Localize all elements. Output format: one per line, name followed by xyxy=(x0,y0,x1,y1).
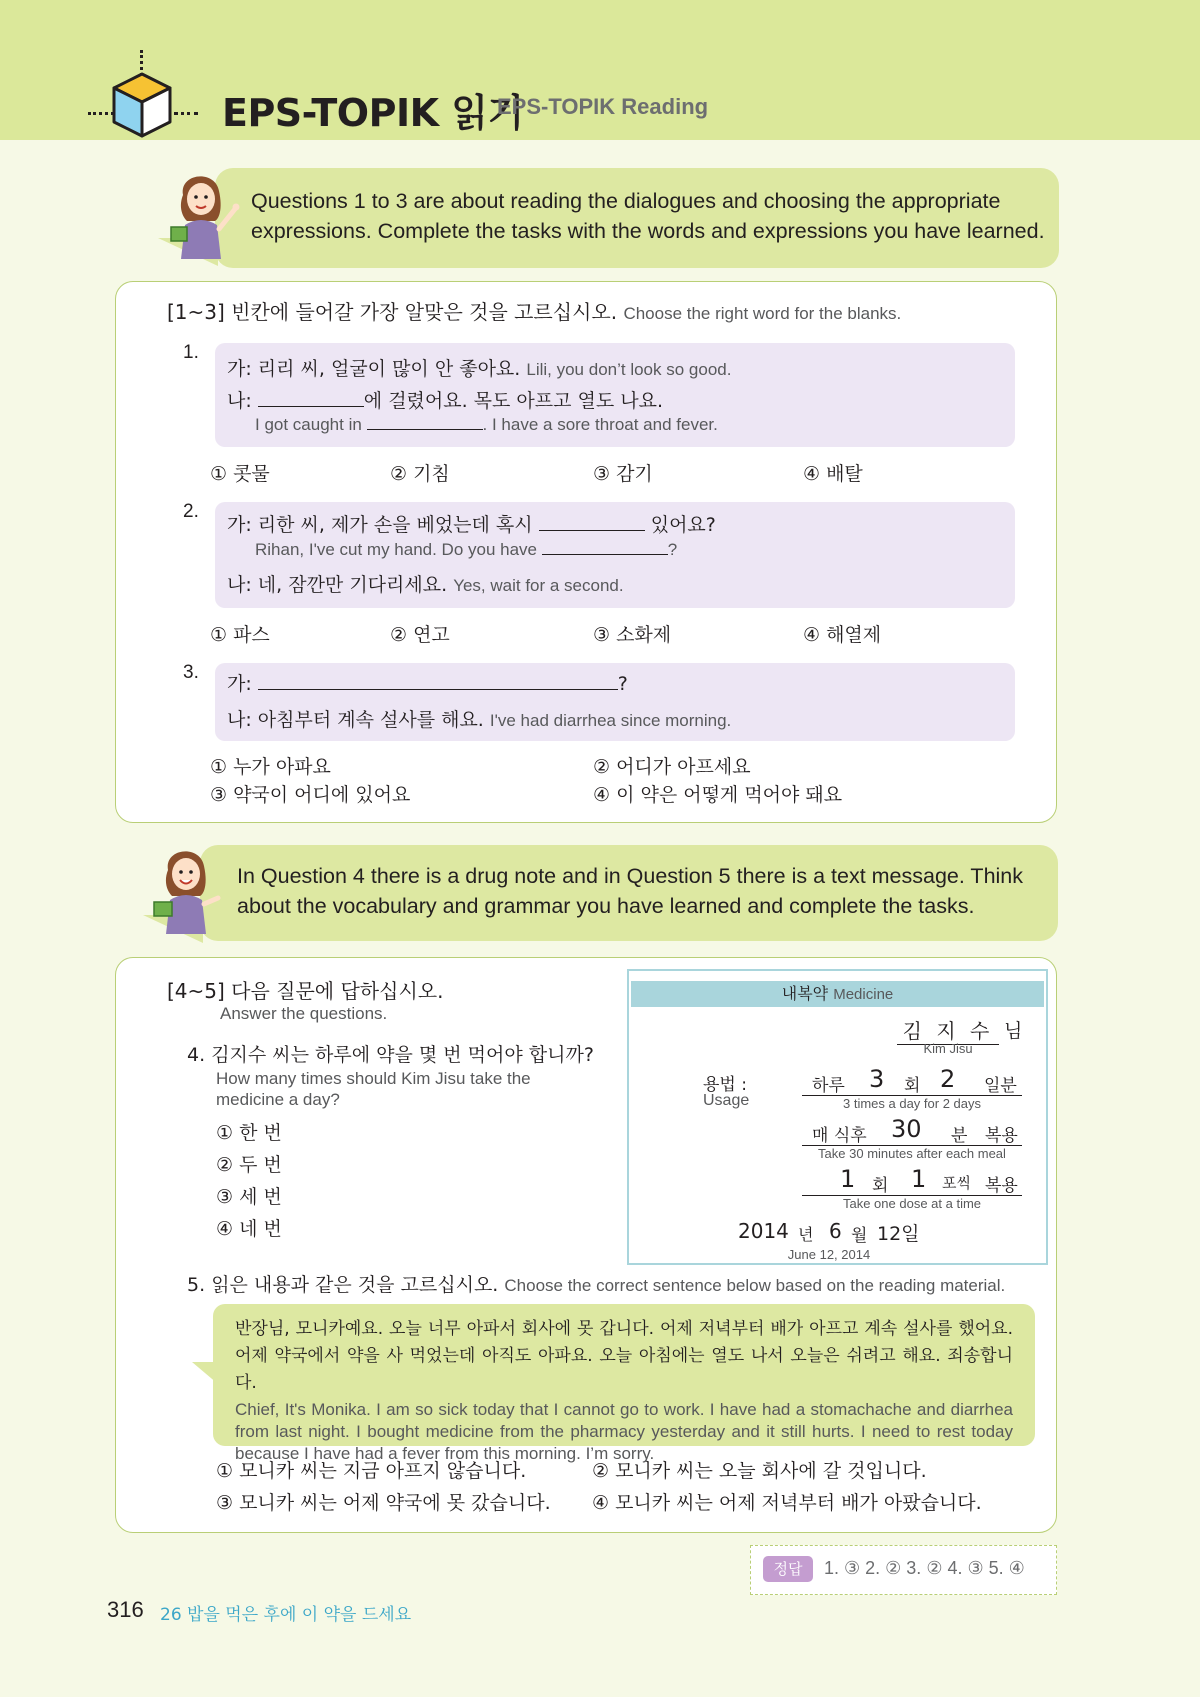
patient-suffix: 님 xyxy=(1004,1020,1023,1042)
dose-count: 1 xyxy=(840,1165,856,1193)
dialogue-line-en: I've had diarrhea since morning. xyxy=(489,711,732,730)
message-ko: 반장님, 모니카예요. 오늘 너무 아파서 회사에 못 갑니다. 어제 저녁부터 배가 아프고 계속 설사를 했어요. 어제 약국에서 약을 사 먹었는데 아직도 아파요. 오늘 아침에는 열도 나서 오늘은 쉬려고 해요. 죄송합니다. xyxy=(235,1319,1013,1393)
option-1[interactable]: ① 모니카 씨는 지금 아프지 않습니다. xyxy=(216,1460,527,1482)
question-text: 김지수 씨는 하루에 약을 몇 번 먹어야 합니까? xyxy=(211,1044,594,1066)
answer-blank xyxy=(542,539,668,555)
times-unit: 회 xyxy=(904,1076,921,1096)
instruction-bubble xyxy=(215,168,1059,268)
day-label: 하루 xyxy=(812,1076,845,1096)
dialogue-line-ko: 에 걸렸어요. 목도 아프고 열도 나요. xyxy=(363,390,664,412)
page-header xyxy=(0,0,1200,140)
dialogue-line-ko: 가: 리리 씨, 얼굴이 많이 안 좋아요. xyxy=(227,358,521,380)
question-number: 2. xyxy=(183,501,199,522)
medicine-note xyxy=(627,969,1048,1265)
answer-blank xyxy=(367,414,483,430)
after-meal-label: 매 식후 xyxy=(812,1126,867,1146)
option-2[interactable]: ② 두 번 xyxy=(216,1154,282,1176)
dialogue-line-en: Rihan, I've cut my hand. Do you have xyxy=(255,540,542,559)
dialogue-box xyxy=(215,502,1015,608)
answer-blank xyxy=(258,391,364,407)
medicine-note-header xyxy=(631,981,1044,1007)
option-3[interactable]: ③ 세 번 xyxy=(216,1186,282,1208)
question-text: 읽은 내용과 같은 것을 고르십시오. xyxy=(211,1274,499,1296)
option-4[interactable]: ④ 이 약은 어떻게 먹어야 돼요 xyxy=(593,784,843,806)
page-title: EPS-TOPIK 읽기 xyxy=(222,91,524,135)
decorative-dots xyxy=(174,112,198,115)
instruction-line: In Question 4 there is a drug note and in Question 5 there is a text message. Think xyxy=(237,864,1024,888)
option-4[interactable]: ④ 배탈 xyxy=(803,463,863,485)
dialogue-line-en: . I have a sore throat and fever. xyxy=(482,415,718,434)
message-en: Chief, It's Monika. I am so sick today that I cannot go to work. I have had a stomachache and diarrhea from last night. I bought medicine from the pharmacy yesterday and it still hurts. I need to rest today because I have had a fever from this morning. I’m sorry. xyxy=(235,1400,1013,1463)
instruction-ko: [1~3] 빈칸에 들어갈 가장 알맞은 것을 고르십시오. xyxy=(167,300,618,324)
dialogue-line-ko: 나: 네, 잠깐만 기다리세요. xyxy=(227,574,448,596)
answer-key xyxy=(750,1545,1057,1595)
instruction-line: about the vocabulary and grammar you have learned and complete the tasks. xyxy=(237,894,975,918)
page-subtitle: EPS-TOPIK Reading xyxy=(497,94,709,119)
option-4[interactable]: ④ 모니카 씨는 어제 저녁부터 배가 아팠습니다. xyxy=(592,1492,982,1514)
patient-name-en: Kim Jisu xyxy=(923,1041,973,1056)
answer-blank xyxy=(539,515,645,531)
section-instruction: [4~5] 다음 질문에 답하십시오. xyxy=(167,979,444,1003)
instruction-line: expressions. Complete the tasks with the words and expressions you have learned. xyxy=(251,219,1045,243)
question-5 xyxy=(187,1270,1005,1297)
option-1[interactable]: ① 한 번 xyxy=(216,1122,282,1144)
usage-label-en: Usage xyxy=(703,1092,750,1109)
question-number: 3. xyxy=(183,662,199,683)
dialogue-line-en: Lili, you don’t look so good. xyxy=(526,360,732,379)
packs-count: 1 xyxy=(911,1165,927,1193)
text-message xyxy=(213,1304,1035,1463)
option-1[interactable]: ① 누가 아파요 xyxy=(210,756,331,778)
dialogue-line-en: Yes, wait for a second. xyxy=(453,576,624,595)
dialogue-line-ko: 나: xyxy=(227,390,258,412)
date-month-unit: 월 xyxy=(851,1226,868,1246)
dose-unit: 회 xyxy=(872,1176,889,1196)
answer-text: 1. ③ 2. ② 3. ② 4. ③ 5. ④ xyxy=(824,1558,1025,1578)
teacher-illustration xyxy=(150,840,230,940)
option-3[interactable]: ③ 감기 xyxy=(593,463,653,485)
dialogue-line-en: ? xyxy=(667,540,678,559)
option-2[interactable]: ② 어디가 아프세요 xyxy=(593,756,751,778)
option-1[interactable]: ① 파스 xyxy=(210,624,270,646)
days-count: 2 xyxy=(940,1065,956,1093)
date-month: 6 xyxy=(829,1219,842,1243)
minutes-value: 30 xyxy=(891,1115,922,1143)
days-unit: 일분 xyxy=(984,1076,1017,1096)
dialogue-line-ko: 나: 아침부터 계속 설사를 해요. xyxy=(227,709,484,731)
date-year-unit: 년 xyxy=(798,1225,814,1244)
question-number: 4. xyxy=(187,1044,206,1066)
times-per-day: 3 xyxy=(869,1065,885,1093)
chapter-title: 26 밥을 먹은 후에 이 약을 드세요 xyxy=(160,1605,412,1625)
option-3[interactable]: ③ 약국이 어디에 있어요 xyxy=(210,784,411,806)
teacher-illustration xyxy=(165,165,245,265)
dialogue-line-ko: 가: xyxy=(227,673,258,695)
option-1[interactable]: ① 콧물 xyxy=(210,463,270,485)
question-number: 5. xyxy=(187,1274,206,1296)
date-year: 2014 xyxy=(738,1219,789,1243)
usage-label: 용법 : xyxy=(703,1075,747,1095)
instruction-bubble xyxy=(200,845,1058,941)
instruction-en: Choose the right word for the blanks. xyxy=(623,304,902,323)
section-instruction-en: Answer the questions. xyxy=(220,1004,388,1023)
cube-icon xyxy=(110,70,174,140)
question-number: 1. xyxy=(183,342,199,363)
minutes-unit: 분 xyxy=(951,1126,968,1146)
dialogue-line-ko: 있어요? xyxy=(644,514,716,536)
answer-blank xyxy=(258,674,618,690)
option-2[interactable]: ② 모니카 씨는 오늘 회사에 갈 것입니다. xyxy=(592,1460,927,1482)
dialogue-line-ko: ? xyxy=(617,673,628,695)
question-text-en: Choose the correct sentence below based on the reading material. xyxy=(504,1276,1006,1295)
option-3[interactable]: ③ 소화제 xyxy=(593,624,672,646)
dosage-en: 3 times a day for 2 days xyxy=(842,1096,981,1111)
dialogue-box xyxy=(215,663,1015,741)
page-number: 316 xyxy=(107,1597,144,1622)
take-label: 복용 xyxy=(985,1126,1018,1146)
date-day: 12일 xyxy=(877,1223,920,1245)
after-meal-en: Take 30 minutes after each meal xyxy=(818,1146,1006,1161)
dialogue-line-en: I got caught in xyxy=(255,415,367,434)
instruction-line: Questions 1 to 3 are about reading the dialogues and choosing the appropriate xyxy=(251,189,1001,213)
dose-en: Take one dose at a time xyxy=(842,1196,982,1211)
option-4[interactable]: ④ 네 번 xyxy=(216,1218,282,1240)
dose-take-label: 복용 xyxy=(985,1176,1018,1196)
date-en: June 12, 2014 xyxy=(787,1247,871,1262)
question-4 xyxy=(187,1040,594,1067)
option-2[interactable]: ② 기침 xyxy=(390,463,450,485)
option-3[interactable]: ③ 모니카 씨는 어제 약국에 못 갔습니다. xyxy=(216,1492,551,1514)
dialogue-line-ko: 가: 리한 씨, 제가 손을 베었는데 혹시 xyxy=(227,514,539,536)
patient-name: 김 지 수 xyxy=(897,1015,999,1045)
option-2[interactable]: ② 연고 xyxy=(390,624,450,646)
header-en: Medicine xyxy=(833,986,894,1003)
question-4-en: How many times should Kim Jisu take the medicine a day? xyxy=(216,1069,531,1109)
answer-label: 정답 xyxy=(763,1556,813,1582)
header-ko: 내복약 xyxy=(781,984,829,1003)
option-4[interactable]: ④ 해열제 xyxy=(803,624,882,646)
dialogue-box xyxy=(215,343,1015,447)
packs-unit: 포씩 xyxy=(942,1174,971,1192)
section-instruction xyxy=(167,296,901,325)
